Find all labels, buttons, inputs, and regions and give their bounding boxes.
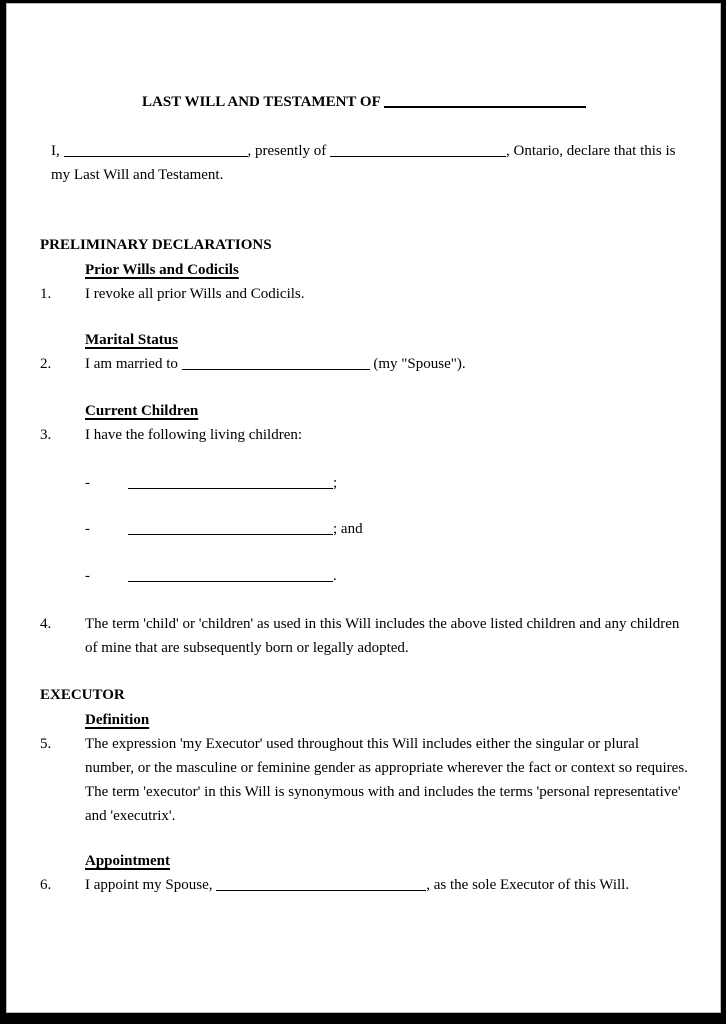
subsection-heading-definition: Definition xyxy=(85,712,150,728)
subsection-heading-marital-status: Marital Status xyxy=(85,332,178,348)
child-row-suffix-1: ; xyxy=(333,475,338,491)
testator-name-blank[interactable] xyxy=(64,142,248,157)
item-number-2: 2. xyxy=(40,356,52,372)
married-to-text: I am married to xyxy=(85,356,178,372)
item-text-6 xyxy=(85,873,688,897)
child-list-row-2 xyxy=(85,517,688,541)
subsection-heading-current-children: Current Children xyxy=(85,403,199,419)
child-name-blank-3[interactable] xyxy=(128,567,333,582)
document-title xyxy=(40,90,688,114)
item-text-1: I revoke all prior Wills and Codicils. xyxy=(85,286,305,302)
child-row-suffix-2: ; and xyxy=(333,521,363,537)
item-row-6 xyxy=(40,873,688,897)
item-row-4 xyxy=(40,612,688,660)
item-text-5: The expression 'my Executor' used throughout this Will includes either the singular or plural number, or the masculine or feminine gender as appropriate wherever the fact or context so requires. The term 'executor' in this Will is synonymous with and includes the terms 'personal representative' and 'executrix'. xyxy=(85,736,688,824)
intro-lead: I, xyxy=(51,143,60,159)
child-name-blank-1[interactable] xyxy=(128,474,333,489)
child-list-row-1 xyxy=(85,471,688,495)
item-text-2 xyxy=(85,352,688,376)
child-list-row-3 xyxy=(85,564,688,588)
dash-bullet: - xyxy=(85,475,90,491)
item-row-5 xyxy=(40,732,688,828)
item-number-3: 3. xyxy=(40,427,52,443)
dash-bullet: - xyxy=(85,568,90,584)
item-row-3 xyxy=(40,423,688,447)
spouse-label-text: (my "Spouse"). xyxy=(373,356,466,372)
item-row-1 xyxy=(40,282,688,306)
child-name-blank-2[interactable] xyxy=(128,520,333,535)
document-title-text: LAST WILL AND TESTAMENT OF xyxy=(142,94,381,110)
item-number-6: 6. xyxy=(40,877,52,893)
item-number-1: 1. xyxy=(40,286,52,302)
item-text-3: I have the following living children: xyxy=(85,427,303,443)
title-testator-name-blank[interactable] xyxy=(384,92,586,108)
subsection-heading-appointment: Appointment xyxy=(85,853,171,869)
executor-name-blank[interactable] xyxy=(216,876,426,891)
item-text-4: The term 'child' or 'children' as used in this Will includes the above listed children and any children of mine that are subsequently born or legally adopted. xyxy=(85,616,680,656)
section-heading-executor: EXECUTOR xyxy=(40,687,125,703)
testator-residence-blank[interactable] xyxy=(330,142,506,157)
item-number-4: 4. xyxy=(40,616,52,632)
intro-after-name: , presently of xyxy=(247,143,327,159)
child-row-suffix-3: . xyxy=(333,568,337,584)
dash-bullet: - xyxy=(85,521,90,537)
section-heading-preliminary-declarations: PRELIMINARY DECLARATIONS xyxy=(40,237,272,253)
intro-after-place: , Ontario, declare that this is my Last Will and Testament. xyxy=(51,143,676,183)
sole-executor-text: , as the sole Executor of this Will. xyxy=(426,877,630,893)
appoint-spouse-text: I appoint my Spouse, xyxy=(85,877,213,893)
intro-paragraph xyxy=(51,139,688,187)
subsection-heading-prior-wills-and-codicils: Prior Wills and Codicils xyxy=(85,262,239,278)
spouse-name-blank[interactable] xyxy=(182,355,370,370)
item-number-5: 5. xyxy=(40,736,52,752)
item-row-2 xyxy=(40,352,688,376)
